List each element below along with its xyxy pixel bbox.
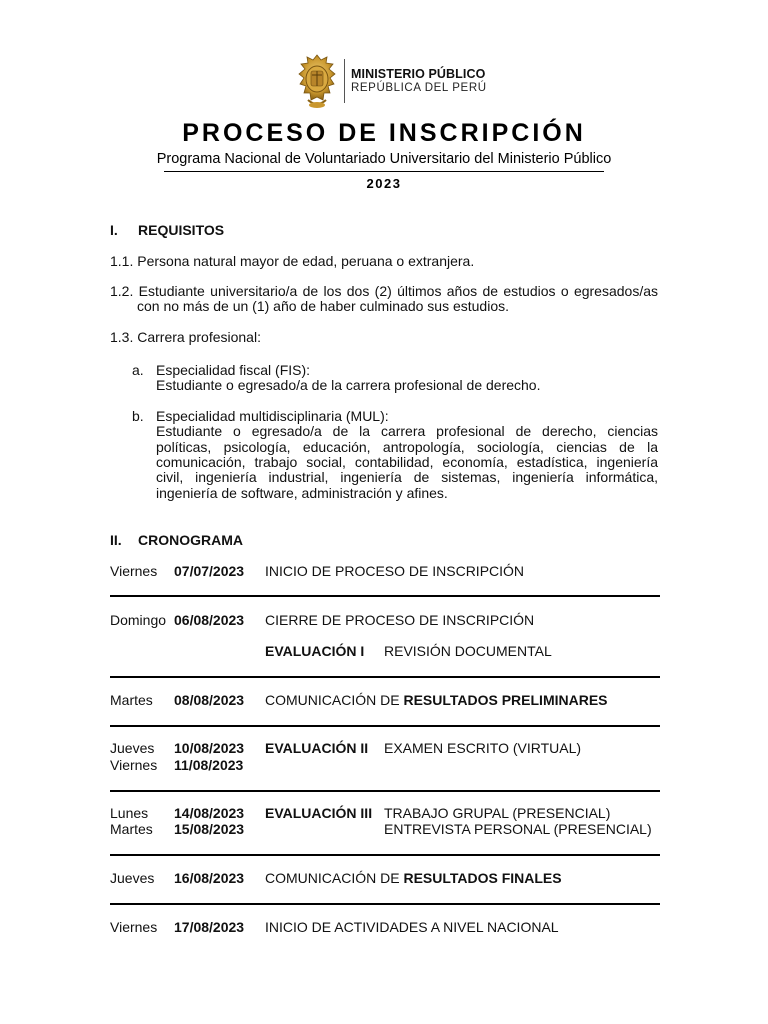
- item-b-label: b.: [132, 408, 144, 424]
- schedule-text: INICIO DE ACTIVIDADES A NIVEL NACIONAL: [265, 919, 559, 935]
- requirement-1-3: 1.3. Carrera profesional:: [110, 329, 261, 345]
- item-b-text-line: políticas, psicología, educación, antropología, sociología, ciencias de la: [156, 439, 658, 455]
- institution-logo: [294, 52, 487, 110]
- evaluation-label: EVALUACIÓN II: [265, 740, 369, 756]
- schedule-text: INICIO DE PROCESO DE INSCRIPCIÓN: [265, 563, 525, 579]
- schedule-day: Martes: [110, 821, 153, 837]
- schedule-day: Viernes: [110, 757, 158, 773]
- schedule-divider: [110, 595, 660, 597]
- schedule-date: 10/08/2023: [174, 740, 245, 756]
- item-a-text: Estudiante o egresado/a de la carrera profesional de derecho.: [156, 377, 541, 393]
- evaluation-label: EVALUACIÓN III: [265, 805, 373, 821]
- item-b-text-line: comunicación, trabajo social, contabilidad, economía, estadística, ingeniería: [156, 454, 658, 470]
- header-divider: [164, 171, 604, 172]
- schedule-day: Martes: [110, 692, 153, 708]
- schedule-date: 11/08/2023: [174, 757, 244, 773]
- schedule-day: Domingo: [110, 612, 167, 628]
- requirement-1-2-line1: 1.2. Estudiante universitario/a de los dos (2) últimos años de estudios o egresados/as: [110, 283, 658, 299]
- schedule-date: 08/08/2023: [174, 692, 245, 708]
- section-cronograma-heading: [110, 532, 243, 548]
- item-a-label: a.: [132, 362, 144, 378]
- schedule-divider: [110, 854, 660, 856]
- schedule-date: 14/08/2023: [174, 805, 245, 821]
- evaluation-text: TRABAJO GRUPAL (PRESENCIAL): [384, 805, 611, 821]
- schedule-divider: [110, 903, 660, 905]
- section-title: REQUISITOS: [138, 222, 225, 238]
- schedule-date: 06/08/2023: [174, 612, 245, 628]
- schedule-text-bold: RESULTADOS FINALES: [403, 870, 562, 886]
- schedule-day: Viernes: [110, 919, 158, 935]
- schedule-text-bold: RESULTADOS PRELIMINARES: [403, 692, 608, 708]
- evaluation-text: REVISIÓN DOCUMENTAL: [384, 643, 552, 659]
- schedule-date: 16/08/2023: [174, 870, 245, 886]
- schedule-date: 17/08/2023: [174, 919, 245, 935]
- schedule-text-plain: COMUNICACIÓN DE: [265, 870, 404, 886]
- item-b-text-line: civil, ingeniería industrial, ingeniería de sistemas, ingeniería informática,: [156, 469, 658, 485]
- schedule-text-plain: COMUNICACIÓN DE: [265, 692, 404, 708]
- section-title: CRONOGRAMA: [138, 532, 243, 548]
- page-subtitle: Programa Nacional de Voluntariado Universitario del Ministerio Público: [156, 151, 612, 167]
- logo-divider: [344, 59, 345, 103]
- schedule-text: CIERRE DE PROCESO DE INSCRIPCIÓN: [265, 612, 535, 628]
- seal-icon: [294, 52, 340, 110]
- schedule-day: Jueves: [110, 870, 155, 886]
- schedule-day: Lunes: [110, 805, 149, 821]
- item-b-title: Especialidad multidisciplinaria (MUL):: [156, 408, 389, 424]
- evaluation-text: EXAMEN ESCRITO (VIRTUAL): [384, 740, 582, 756]
- page-title: PROCESO DE INSCRIPCIÓN: [182, 119, 586, 147]
- year-label: 2023: [366, 176, 402, 191]
- item-b-text-line: ingeniería de software, administración y afines.: [156, 485, 448, 501]
- schedule-divider: [110, 676, 660, 678]
- schedule-day: Jueves: [110, 740, 155, 756]
- section-requisitos-heading: [110, 222, 224, 238]
- schedule-date: 15/08/2023: [174, 821, 245, 837]
- schedule-text: [265, 692, 608, 709]
- schedule-divider: [110, 790, 660, 792]
- logo-name: MINISTERIO PÚBLICO: [351, 67, 486, 81]
- logo-country: REPÚBLICA DEL PERÚ: [351, 81, 487, 94]
- item-a-title: Especialidad fiscal (FIS):: [156, 362, 311, 378]
- evaluation-text: ENTREVISTA PERSONAL (PRESENCIAL): [384, 821, 652, 837]
- logo-text: [351, 68, 487, 94]
- schedule-divider: [110, 725, 660, 727]
- schedule-text: [265, 870, 562, 887]
- schedule-day: Viernes: [110, 563, 158, 579]
- evaluation-label: EVALUACIÓN I: [265, 643, 365, 659]
- item-b-text-line: Estudiante o egresado/a de la carrera profesional de derecho, ciencias: [156, 423, 658, 439]
- section-number: II.: [110, 532, 122, 548]
- schedule-date: 07/07/2023: [174, 563, 245, 579]
- section-number: I.: [110, 222, 118, 238]
- requirement-1-1: 1.1. Persona natural mayor de edad, peruana o extranjera.: [110, 253, 475, 269]
- requirement-1-2-line2: con no más de un (1) año de haber culminado sus estudios.: [137, 298, 510, 314]
